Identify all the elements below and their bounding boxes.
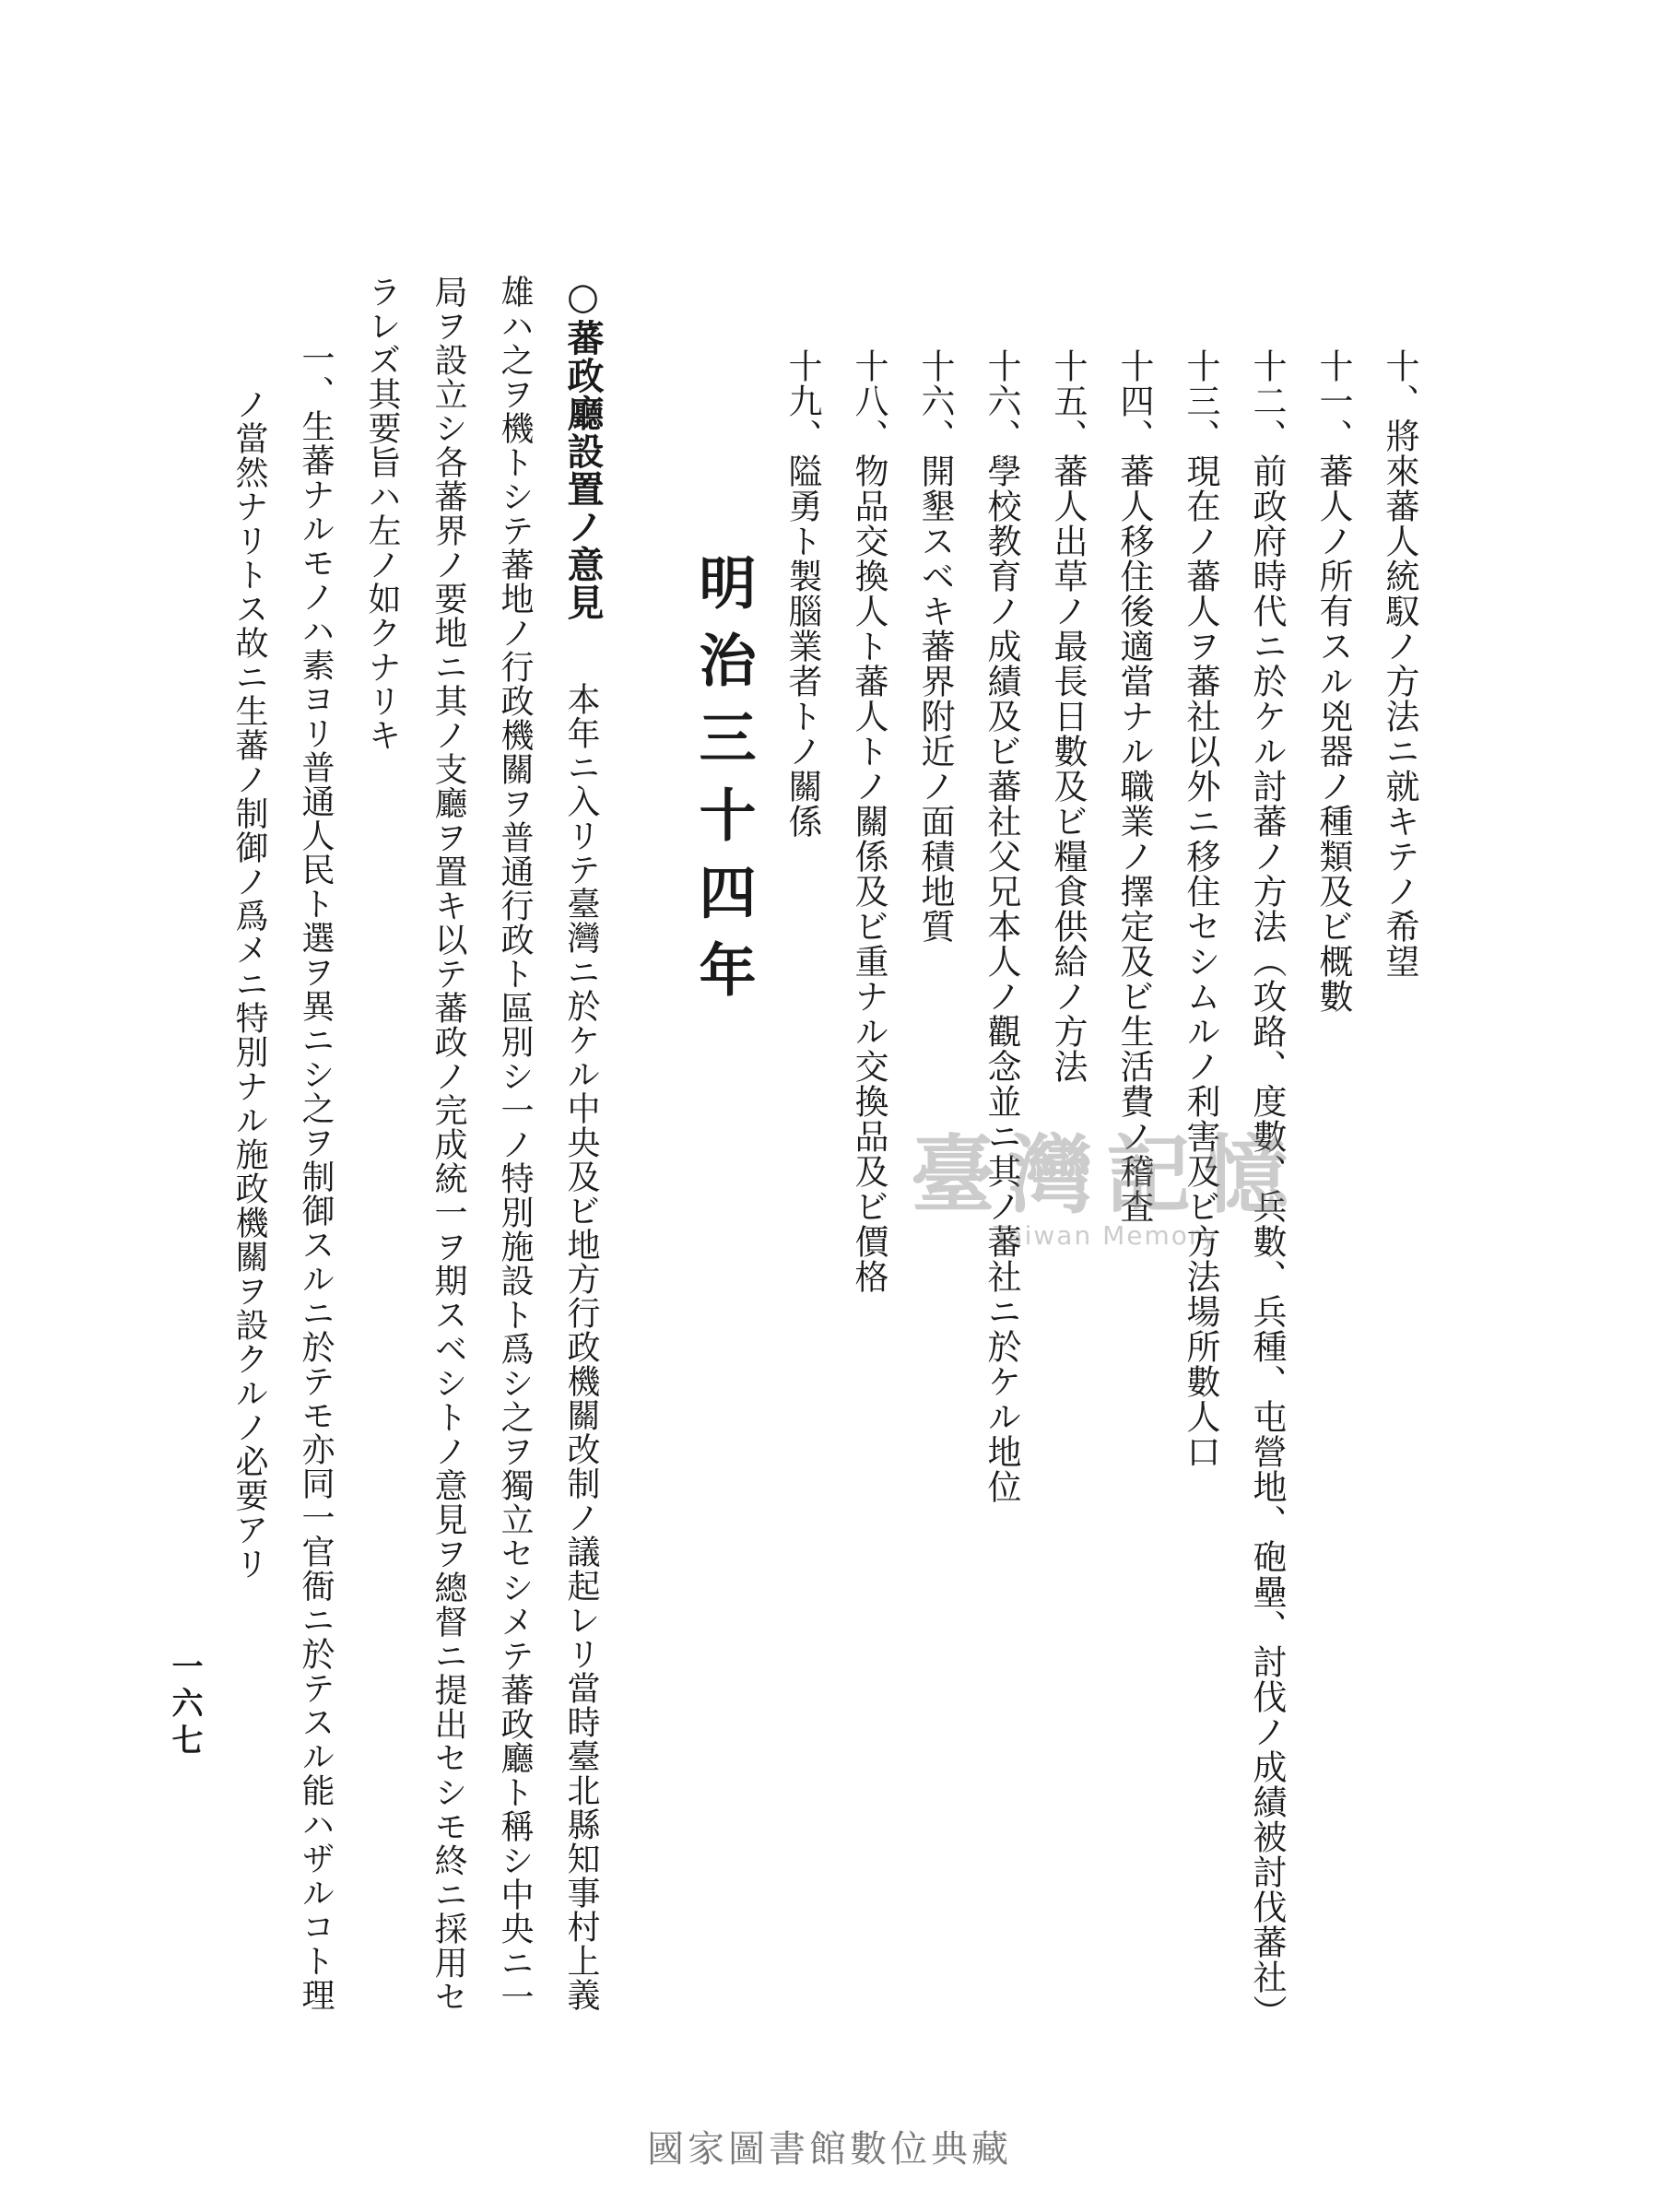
section-title: ○蕃政廳設置ノ意見 (561, 275, 605, 621)
watermark-chinese: 臺灣記憶 (910, 1125, 1301, 1225)
toc-item-16a: 十六、學校教育ノ成績及ビ蕃社父兄本人ノ觀念並ニ其ノ蕃社ニ於ケル地位 (982, 348, 1021, 1504)
year-heading: 明治三十四年 (689, 553, 757, 1018)
footer-credit: 國家圖書館數位典藏 (647, 2128, 1012, 2171)
page-number: 一六七 (166, 1650, 203, 1760)
watermark-english: Taiwan Memory (994, 1220, 1218, 1251)
toc-item-15: 十五、蕃人出草ノ最長日數及ビ糧食供給ノ方法 (1048, 348, 1088, 1084)
toc-item-14: 十四、蕃人移住後適當ナル職業ノ擇定及ビ生活費ノ稽査 (1114, 348, 1154, 1224)
toc-item-12: 十二、前政府時代ニ於ケル討蕃ノ方法（攻路、度數、兵數、兵種、屯營地、砲壘、討伐ノ成績被討伐蕃社） (1247, 348, 1287, 2030)
toc-item-13: 十三、現在ノ蕃人ヲ蕃社以外ニ移住セシムルノ利害及ビ方法場所數人口 (1181, 348, 1220, 1469)
body-line-3: 局ヲ設立シ各蕃界ノ要地ニ其ノ支廳ヲ置キ以テ蕃政ノ完成統一ヲ期スベシトノ意見ヲ總督ニ提出セシモ終ニ採用セ (429, 275, 467, 2014)
toc-item-11: 十一、蕃人ノ所有スル兇器ノ種類及ビ概數 (1313, 348, 1353, 1014)
toc-item-19: 十九、隘勇ト製腦業者トノ關係 (782, 348, 822, 839)
body-line-5: 一、生蕃ナルモノハ素ヨリ普通人民ト選ヲ異ニシ之ヲ制御スルニ於テモ亦同一官衙ニ於テスル能ハザルコト理 (297, 341, 335, 2012)
toc-item-16b: 十六、開墾スベキ蕃界附近ノ面積地質 (915, 348, 955, 944)
body-line-2: 雄ハ之ヲ機トシテ蕃地ノ行政機關ヲ普通行政ト區別シ一ノ特別施設ト爲シ之ヲ獨立セシメテ蕃政廳ト稱シ中央ニ一 (496, 275, 534, 2014)
toc-item-18: 十八、物品交換人ト蕃人トノ關係及ビ重ナル交換品及ビ價格 (849, 348, 888, 1294)
watermark (866, 1124, 1346, 1281)
toc-item-10: 十、將來蕃人統馭ノ方法ニ就キテノ希望 (1380, 348, 1419, 979)
body-line-6: ノ當然ナリトス故ニ生蕃ノ制御ノ爲メニ特別ナル施政機關ヲ設クルノ必要アリ (230, 387, 268, 1581)
body-line-4: ラレズ其要旨ハ左ノ如クナリキ (363, 275, 401, 752)
body-line-1: 本年ニ入リテ臺灣ニ於ケル中央及ビ地方行政機關改制ノ議起レリ當時臺北縣知事村上義 (562, 682, 600, 2012)
